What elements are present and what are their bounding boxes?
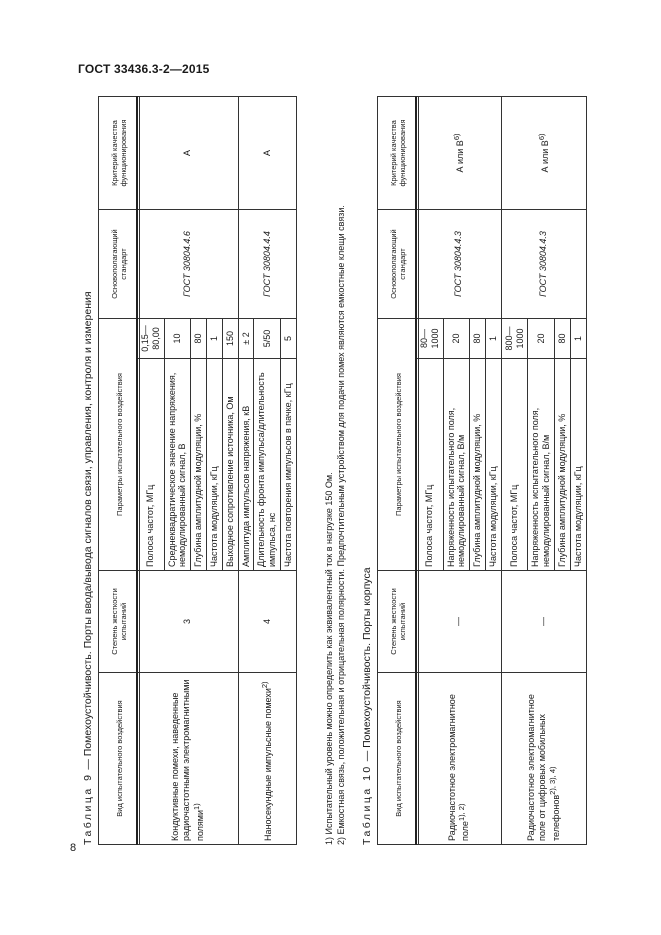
table-row-kind: Радиочастотное электромагнитное поле от цифровых мобильных телефонов$^{2), 3), 4)}$ — [501, 673, 586, 845]
severity-cell: — — [501, 571, 586, 673]
param-value: 80—1000 — [416, 319, 443, 359]
param-value: 0,15—80,00 — [137, 319, 164, 359]
col-header-kind: Вид испытательного воздействия — [99, 673, 140, 845]
footnote: 2) Емкостная связь, положительная и отрицательная полярности. Предпочтительным устройством для подачи помех являются емкостные клещи связи. — [335, 205, 346, 845]
param-value: 80 — [554, 319, 570, 359]
table-row-kind: Радиочастотное электромагнитное поле$^{1), 2)}$ — [416, 673, 501, 845]
table-row-kind: Наносекундные импульсные помехи$^{2)}$ — [238, 673, 296, 845]
param-label: Полоса частот, МГц — [416, 359, 443, 571]
param-label: Полоса частот, МГц — [501, 359, 528, 571]
param-value: 1 — [485, 319, 501, 359]
col-header-params: Параметры испытательного воздействия — [99, 319, 140, 571]
col-header-criterion: Критерий качества функционирования — [378, 97, 419, 210]
param-label: Напряженность испытательного поля, немодулированный сигнал, В/м — [443, 359, 470, 571]
table9-block — [74, 85, 354, 845]
param-label: Глубина амплитудной модуляции, % — [554, 359, 570, 571]
table-row-kind: Кондуктивные помехи, наведенные радиочастотными электромагнитными полями$^{1)}$ — [137, 673, 238, 845]
col-header-standard: Основополагающий стандарт — [99, 210, 140, 319]
severity-cell: 3 — [137, 571, 238, 673]
table9-caption: Таблица 9 — Помехоустойчивость. Порты ввода/вывода сигналов связи, управления, контроля и измерения — [82, 291, 94, 845]
severity-cell: — — [416, 571, 501, 673]
param-value: ± 2 — [238, 319, 254, 359]
col-header-standard: Основополагающий стандарт — [378, 210, 419, 319]
table9-notes — [324, 205, 347, 845]
param-label: Полоса частот, МГц — [137, 359, 164, 571]
table10 — [377, 96, 419, 845]
footnote: 1) Испытательный уровень можно определить как эквивалентный ток в нагрузке 150 Ом. — [324, 472, 334, 845]
table9 — [98, 96, 140, 845]
col-header-criterion: Критерий качества функционирования — [99, 97, 140, 210]
param-value: 80 — [191, 319, 207, 359]
param-value: 20 — [443, 319, 470, 359]
standard-cell: ГОСТ 30804.4.4 — [238, 210, 296, 319]
param-label: Среднеквадратическое значение напряжения, немодулированный сигнал, В — [164, 359, 191, 571]
table10-body — [415, 96, 587, 845]
param-value: 5/50 — [254, 319, 281, 359]
param-label: Длительность фронта импульса/длительность импульса, нс — [254, 359, 281, 571]
criterion-cell: А или $В^{6)}$ — [501, 97, 586, 210]
page-number: 8 — [70, 842, 77, 854]
standard-cell: ГОСТ 30804.4.6 — [137, 210, 238, 319]
param-value: 150 — [222, 319, 238, 359]
param-label: Частота модуляции, кГц — [485, 359, 501, 571]
param-label: Глубина амплитудной модуляции, % — [470, 359, 486, 571]
col-header-params: Параметры испытательного воздействия — [378, 319, 419, 571]
param-label: Частота модуляции, кГц — [206, 359, 222, 571]
criterion-cell: А — [137, 97, 238, 210]
param-value: 80 — [470, 319, 486, 359]
standard-cell: ГОСТ 30804.4.3 — [501, 210, 586, 319]
standard-cell: ГОСТ 30804.4.3 — [416, 210, 501, 319]
criterion-cell: А или $В^{6)}$ — [416, 97, 501, 210]
param-label: Глубина амплитудной модуляции, % — [191, 359, 207, 571]
param-value: 10 — [164, 319, 191, 359]
criterion-cell: А — [238, 97, 296, 210]
table10-caption: Таблица 10 — Помехоустойчивость. Порты корпуса — [361, 567, 373, 845]
param-value: 1 — [206, 319, 222, 359]
param-value: 1 — [570, 319, 586, 359]
param-value: 800—1000 — [501, 319, 528, 359]
col-header-kind: Вид испытательного воздействия — [378, 673, 419, 845]
param-value: 20 — [528, 319, 555, 359]
document-header: ГОСТ 33436.3-2—2015 — [78, 62, 210, 76]
col-header-severity: Степень жесткости испытаний — [99, 571, 140, 673]
param-value: 5 — [280, 319, 296, 359]
param-label: Частота модуляции, кГц — [570, 359, 586, 571]
severity-cell: 4 — [238, 571, 296, 673]
param-label: Напряженность испытательного поля, немодулированный сигнал, В/м — [528, 359, 555, 571]
table9-body — [136, 96, 297, 845]
param-label: Частота повторения импульсов в пачке, кГц — [280, 359, 296, 571]
col-header-severity: Степень жесткости испытаний — [378, 571, 419, 673]
param-label: Выходное сопротивление источника, Ом — [222, 359, 238, 571]
param-label: Амплитуда импульсов напряжения, кВ — [238, 359, 254, 571]
table10-block — [353, 85, 643, 845]
